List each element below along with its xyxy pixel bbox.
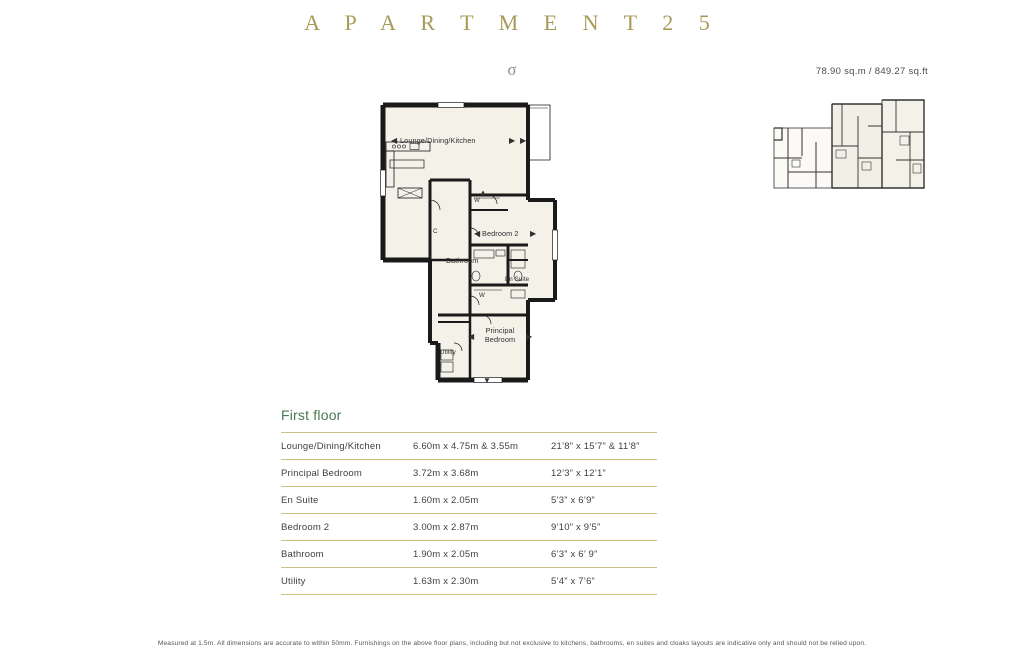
room-metric: 1.63m x 2.30m [413,568,551,595]
table-row [281,568,657,595]
room-name: En Suite [281,487,413,514]
room-name: Bathroom [281,541,413,568]
page-title: A P A R T M E N T 2 5 [304,10,720,35]
room-imperial: 6’3” x 6’ 9” [551,541,657,568]
key-plan-svg [772,96,927,208]
arrow-right-principal: ▶ [526,332,533,341]
label-lounge: Lounge/Dining/Kitchen [400,136,476,145]
arrow-up-bedroom2: ▲ [479,188,488,197]
room-imperial: 5’3” x 6’9” [551,487,657,514]
room-metric: 1.60m x 2.05m [413,487,551,514]
arrow-right-lounge: ▶ [509,136,516,145]
key-plan-drawing [772,96,927,208]
arrow-right-bedroom2: ▶ [530,229,537,238]
main-floorplan-drawing [378,100,563,385]
label-principal-bedroom: Principal Bedroom [484,326,516,344]
label-cupboard: C [433,228,438,235]
room-metric: 3.72m x 3.68m [413,460,551,487]
disclaimer-text: Measured at 1.5m. All dimensions are accurate to within 50mm. Furnishings on the above floor plans, including but not exclusive to kitchens, bathrooms, en suites and cloaks layouts are indicative only and should not be relied upon. [157,640,867,647]
arrow-left-principal: ◀ [468,332,475,341]
floor-label: First floor [281,407,342,423]
room-name: Principal Bedroom [281,460,413,487]
arrow-left-bedroom2: ◀ [474,229,481,238]
arrow-down-principal: ▼ [483,376,492,385]
table-row [281,487,657,514]
room-imperial: 21’8” x 15’7” & 11’8” [551,433,657,460]
room-imperial: 5’4” x 7’6” [551,568,657,595]
arrow-right-lounge-2: ▶ [520,136,527,145]
compass-symbol: σ [507,60,517,79]
room-imperial: 9’10” x 9’5” [551,514,657,541]
room-imperial: 12’3” x 12’1” [551,460,657,487]
room-name: Bedroom 2 [281,514,413,541]
label-wardrobe-mid: W [479,292,485,299]
arrow-left-lounge: ◀ [391,136,398,145]
room-metric: 3.00m x 2.87m [413,514,551,541]
table-row [281,541,657,568]
total-area-label: 78.90 sq.m / 849.27 sq.ft [815,66,928,77]
label-utility: Utility [440,349,456,356]
table-row [281,514,657,541]
label-bedroom2: Bedroom 2 [482,229,519,238]
label-wardrobe-top: W [474,197,480,204]
room-name: Utility [281,568,413,595]
label-ensuite: En Suite [505,276,530,283]
table-row [281,433,657,460]
room-name: Lounge/Dining/Kitchen [281,433,413,460]
room-metric: 6.60m x 4.75m & 3.55m [413,433,551,460]
label-bathroom: Bathroom [446,256,479,265]
room-schedule-table [281,432,657,595]
room-metric: 1.90m x 2.05m [413,541,551,568]
table-row [281,460,657,487]
